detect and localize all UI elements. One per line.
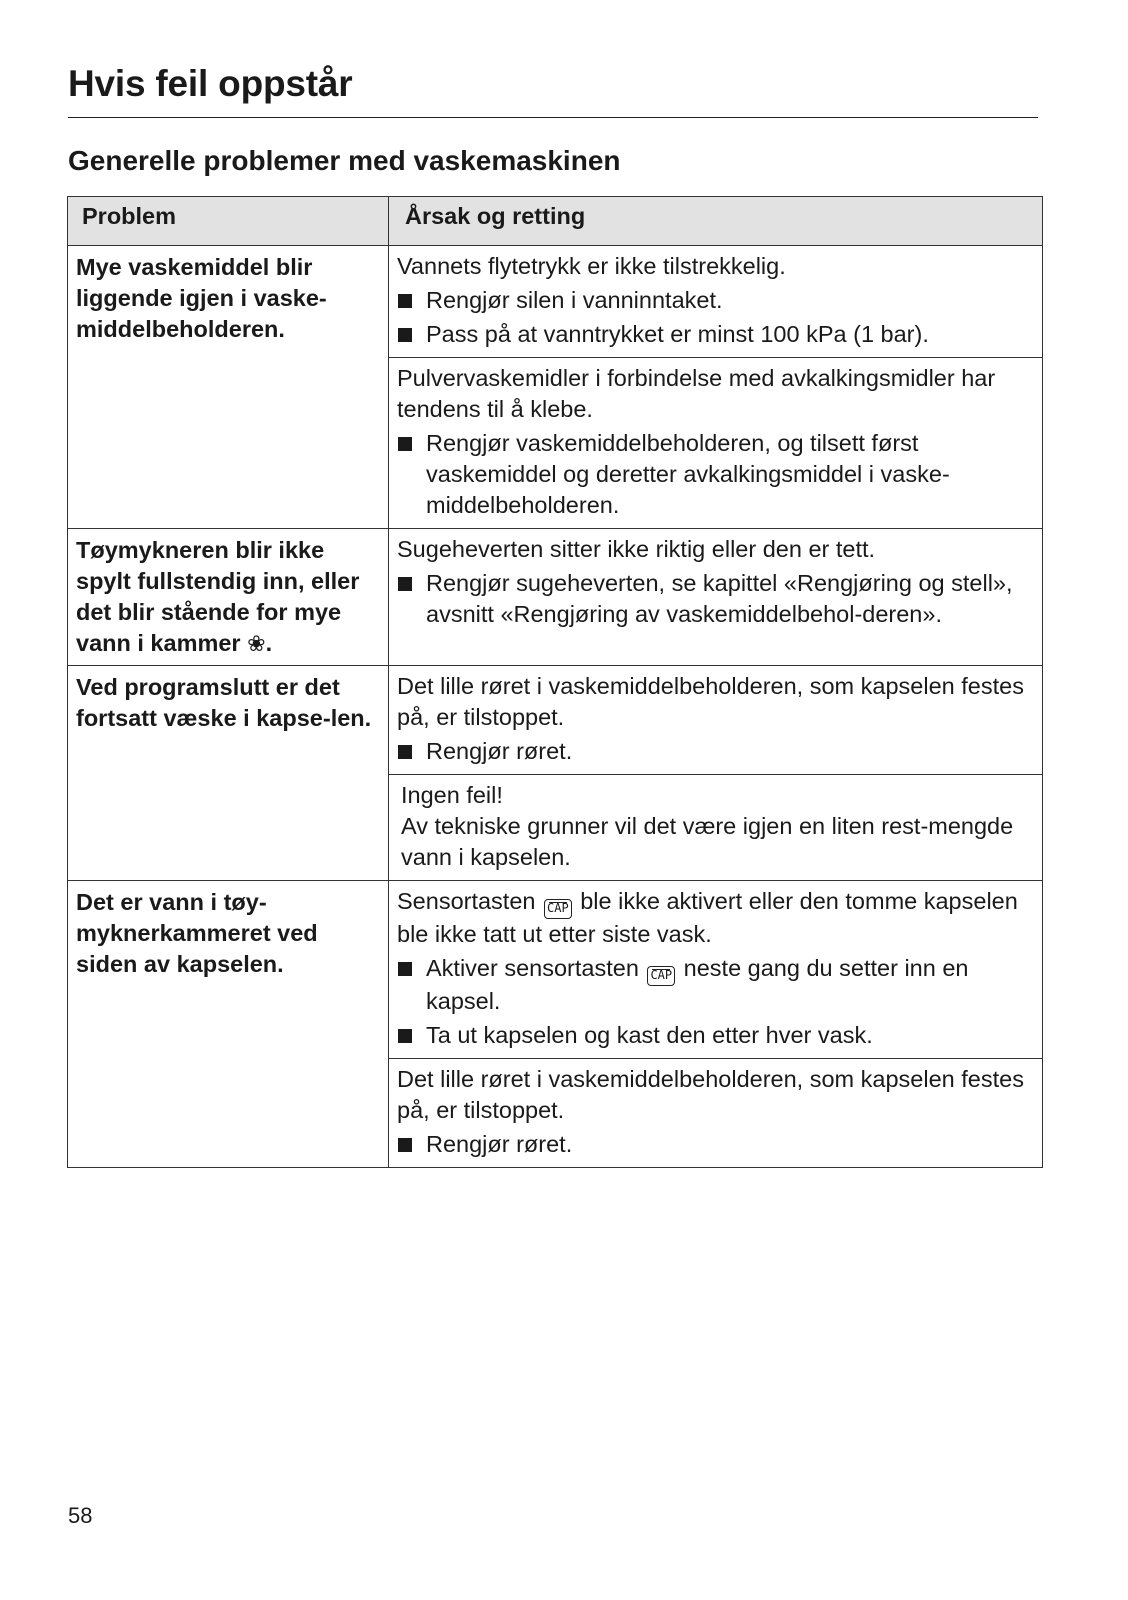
cause-text: Det lille røret i vaskemiddelbeholderen, som kapselen festes på, er tilstoppet. [397,673,1024,730]
cause-cell [389,1059,1043,1168]
action-item [397,568,1034,630]
table-row [68,881,1043,1059]
action-text: Rengjør røret. [426,1131,573,1157]
action-item [397,736,1034,767]
header-cause: Årsak og retting [389,197,1043,246]
title-divider [68,117,1038,118]
action-item: Aktiver sensortasten CAP neste gang du setter inn en kapsel. [397,953,1034,1017]
cause-text: Ingen feil! [401,782,503,808]
square-bullet-icon [398,1029,412,1043]
header-problem: Problem [68,197,389,246]
section-title: Generelle problemer med vaskemaskinen [68,145,621,176]
action-list [397,736,1034,767]
action-text: Pass på at vanntrykket er minst 100 kPa (1 bar). [426,321,929,347]
troubleshooting-table [67,196,1043,1168]
cause-text: Vannets flytetrykk er ikke tilstrekkelig. [397,253,786,279]
action-text: Rengjør røret. [426,738,573,764]
table-row [68,529,1043,666]
action-list [397,428,1034,521]
action-item [397,428,1034,521]
problem-text: Tøymykneren blir ikke spylt fullstendig inn, eller det blir stående for mye vann i kammer [76,537,360,656]
table-row [68,246,1043,358]
square-bullet-icon [398,294,412,308]
problem-cell: Mye vaskemiddel blir liggende igjen i vaske-middelbeholderen. [68,246,389,529]
cap-sensor-icon: CAP [647,966,675,986]
action-text: Rengjør sugeheverten, se kapittel «Rengjøring og stell», avsnitt «Rengjøring av vaskemiddelbehol-deren». [426,570,1013,627]
action-text: Rengjør silen i vanninntaket. [426,287,723,313]
cause-cell [389,358,1043,529]
square-bullet-icon [398,1138,412,1152]
page-title: Hvis feil oppstår [68,63,353,104]
square-bullet-icon [398,745,412,759]
cause-text: Det lille røret i vaskemiddelbeholderen, som kapselen festes på, er tilstoppet. [397,1066,1024,1123]
page-number: 58 [68,1503,93,1528]
action-list [397,1129,1034,1160]
table-header-row [68,197,1043,246]
action-item [397,1129,1034,1160]
square-bullet-icon [398,577,412,591]
square-bullet-icon [398,328,412,342]
problem-cell: Det er vann i tøy-myknerkammeret ved siden av kapselen. [68,881,389,1168]
cause-text: Sensortasten CAP ble ikke aktivert eller den tomme kapselen ble ikke tatt ut etter siste vask. [397,888,1018,947]
action-item [397,285,1034,316]
cause-cell [389,666,1043,775]
square-bullet-icon [398,437,412,451]
problem-cell: Tøymykneren blir ikke spylt fullstendig inn, eller det blir stående for mye vann i kammer ❀. [68,529,389,666]
action-list [397,285,1034,350]
action-text: Rengjør vaskemiddelbeholderen, og tilsett først vaskemiddel og deretter avkalkingsmiddel i vaske-middelbeholderen. [426,430,950,518]
table-row [68,666,1043,775]
softener-compartment-icon: ❀ [247,631,266,656]
action-list [397,953,1034,1051]
problem-cell: Ved programslutt er det fortsatt væske i kapse-len. [68,666,389,881]
cause-text: Pulvervaskemidler i forbindelse med avkalkingsmidler har tendens til å klebe. [397,365,996,422]
cause-cell [389,529,1043,666]
action-item [397,319,1034,350]
cause-cell [389,246,1043,358]
square-bullet-icon [398,962,412,976]
action-list [397,568,1034,630]
cause-cell [389,775,1043,881]
cause-text: Av tekniske grunner vil det være igjen en liten rest-mengde vann i kapselen. [401,813,1014,870]
cause-cell [389,881,1043,1059]
cause-text: Sugeheverten sitter ikke riktig eller den er tett. [397,536,876,562]
action-text: Ta ut kapselen og kast den etter hver vask. [426,1022,873,1048]
action-item [397,1020,1034,1051]
cap-sensor-icon: CAP [544,899,572,919]
